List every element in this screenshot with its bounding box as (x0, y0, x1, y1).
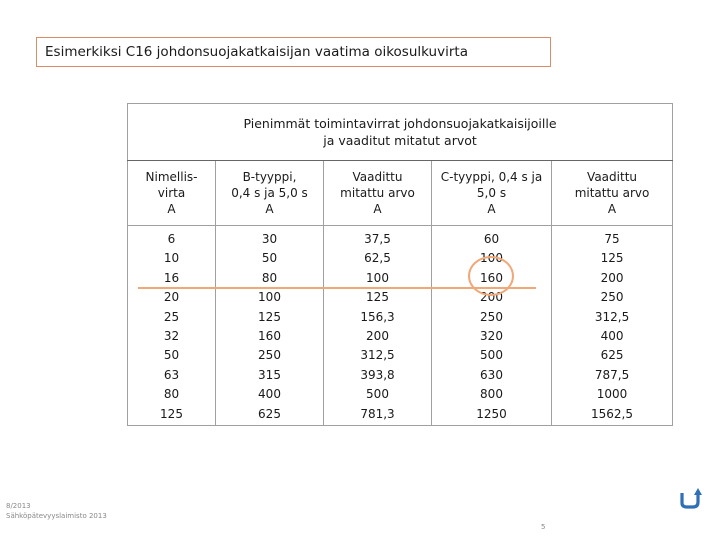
cell-value: 400 (600, 329, 624, 344)
page-number: 5 (541, 523, 546, 531)
cell-value: 50 (163, 348, 180, 363)
table-header-line2: ja vaaditut mitatut arvot (323, 133, 477, 148)
column-b-type (216, 226, 324, 426)
col-head-nominal: Nimellis- virta A (128, 161, 216, 226)
cell-value: 100 (258, 290, 281, 305)
cell-value: 156,3 (360, 309, 395, 324)
cell-value: 32 (163, 329, 180, 344)
cell-value: 63 (163, 367, 180, 382)
cell-value: 200 (600, 270, 624, 285)
return-arrow-icon[interactable] (678, 487, 702, 509)
highlight-circle (468, 256, 514, 296)
cell-value: 37,5 (364, 232, 391, 246)
cell-value: 80 (261, 270, 278, 285)
slide-title: Esimerkiksi C16 johdonsuojakatkaisijan vaatima oikosulkuvirta (36, 37, 551, 67)
cell-value: 393,8 (360, 367, 395, 382)
cell-value: 200 (480, 290, 503, 305)
cell-value: 160 (258, 329, 281, 344)
column-c-required (552, 226, 673, 426)
cell-value: 250 (480, 309, 503, 324)
cell-value: 400 (258, 387, 281, 402)
cell-value: 630 (480, 367, 503, 382)
cell-value: 20 (163, 290, 180, 305)
current-table (127, 103, 672, 426)
cell-value: 125 (366, 290, 389, 305)
footer-info (6, 501, 107, 521)
cell-value: 312,5 (594, 309, 630, 324)
footer-date: 8/2013 (6, 502, 31, 510)
cell-value: 312,5 (360, 348, 395, 363)
cell-value: 100 (480, 251, 503, 266)
cell-value: 315 (258, 367, 281, 382)
cell-value: 1562,5 (591, 406, 634, 421)
cell-value: 200 (366, 329, 389, 344)
cell-value: 500 (366, 387, 389, 402)
cell-value: 320 (480, 329, 503, 344)
cell-value: 781,3 (360, 406, 395, 421)
cell-value: 800 (480, 387, 503, 402)
cell-value: 250 (600, 290, 624, 305)
table-header-line1: Pienimmät toimintavirrat johdonsuojakatkaisijoille (243, 116, 557, 131)
cell-value: 25 (163, 309, 180, 324)
col-head-b-type: B-tyyppi, 0,4 s ja 5,0 s A (216, 161, 324, 226)
cell-value: 625 (258, 406, 281, 421)
col-head-b-required: Vaadittu mitattu arvo A (324, 161, 432, 226)
cell-value: 16 (163, 270, 180, 285)
cell-value: 62,5 (364, 251, 391, 266)
column-headers (128, 161, 673, 226)
cell-value: 125 (258, 309, 281, 324)
table-header (128, 104, 673, 161)
cell-value: 10 (163, 251, 180, 266)
cell-value: 100 (366, 270, 389, 285)
cell-value: 6 (167, 232, 176, 246)
footer-org: Sähköpätevyyslaimisto 2013 (6, 512, 107, 520)
cell-value: 500 (480, 348, 503, 363)
col-head-c-type: C-tyyppi, 0,4 s ja 5,0 s A (432, 161, 552, 226)
column-b-required (324, 226, 432, 426)
column-nominal (128, 226, 216, 426)
cell-value: 60 (483, 232, 500, 246)
cell-value: 75 (604, 232, 620, 246)
cell-value: 1250 (476, 406, 507, 421)
cell-value: 250 (258, 348, 281, 363)
cell-value: 125 (600, 251, 624, 266)
cell-value: 160 (480, 270, 503, 285)
col-head-c-required: Vaadittu mitattu arvo A (552, 161, 673, 226)
cell-value: 30 (261, 232, 278, 246)
cell-value: 50 (261, 251, 278, 266)
cell-value: 80 (163, 387, 180, 402)
cell-value: 787,5 (594, 367, 630, 382)
cell-value: 1000 (596, 387, 628, 402)
cell-value: 125 (160, 406, 183, 421)
cell-value: 625 (600, 348, 624, 363)
